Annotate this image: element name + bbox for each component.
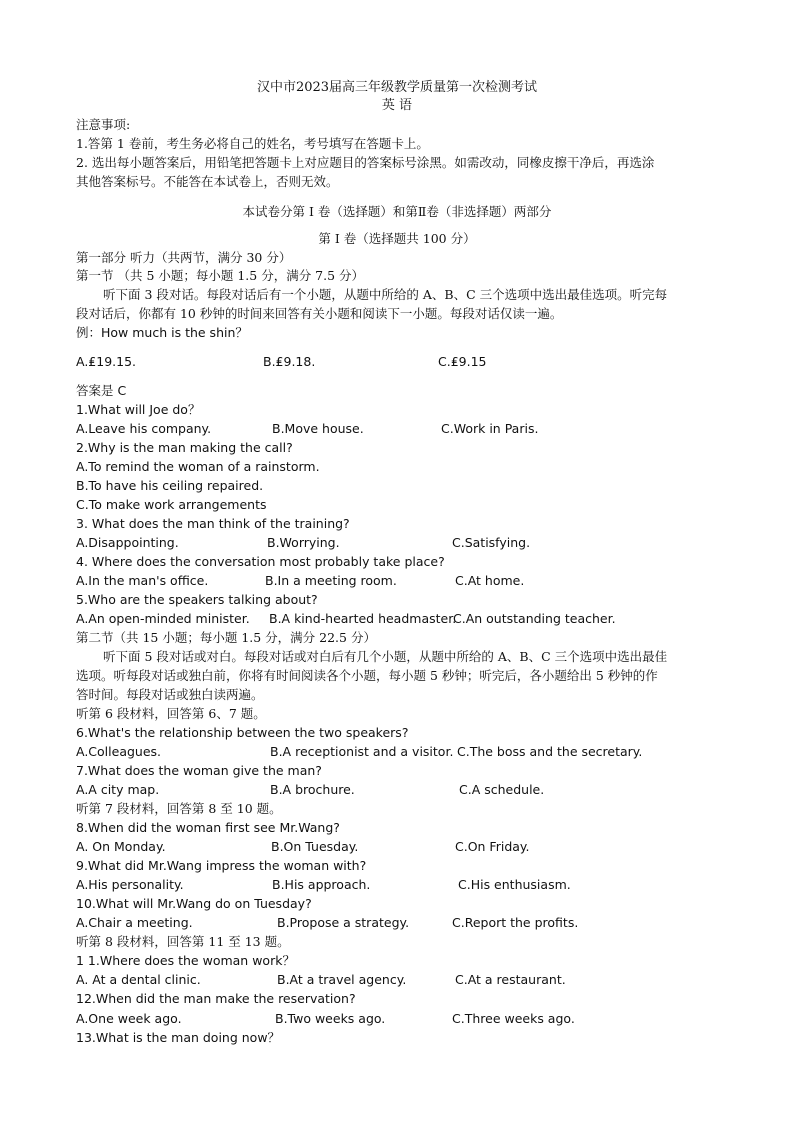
q2-option-a: A.To remind the woman of a rainstorm. — [76, 459, 320, 474]
question-3: 3. What does the man think of the training? — [76, 516, 350, 531]
q8-option-c: C.On Friday. — [455, 839, 530, 854]
q7-option-a: A.A city map. — [76, 782, 160, 797]
section2-heading: 第二节（共 15 小题；每小题 1.5 分，满分 22.5 分） — [76, 630, 376, 645]
listen-material-7: 听第 7 段材料，回答第 8 至 10 题。 — [76, 801, 282, 816]
q6-option-c: C.The boss and the secretary. — [457, 744, 643, 759]
q1-option-c: C.Work in Paris. — [441, 421, 539, 436]
listen-material-8: 听第 8 段材料，回答第 11 至 13 题。 — [76, 934, 290, 949]
part1-heading: 第一部分 听力（共两节，满分 30 分） — [76, 250, 292, 265]
question-5: 5.Who are the speakers talking about? — [76, 592, 318, 607]
q5-option-b: B.A kind-hearted headmaster. — [269, 611, 457, 626]
section2-instruction-2: 选项。听每段对话或独白前，你将有时间阅读各个小题，每小题 5 秒钟；听完后，各小题给出 5 秒钟的作 — [76, 668, 658, 683]
question-10: 10.What will Mr.Wang do on Tuesday? — [76, 896, 312, 911]
question-1: 1.What will Joe do？ — [76, 402, 201, 417]
notes-heading: 注意事项: — [76, 117, 131, 132]
question-13: 13.What is the man doing now？ — [76, 1030, 281, 1045]
q9-option-a: A.His personality. — [76, 877, 184, 892]
section1-instruction-2: 段对话后，你都有 10 秒钟的时间来回答有关小题和阅读下一小题。每段对话仅读一遍。 — [76, 306, 563, 321]
example-option-a: A.₤19.15. — [76, 354, 137, 369]
q4-option-a: A.In the man's office. — [76, 573, 209, 588]
question-7: 7.What does the woman give the man? — [76, 763, 322, 778]
q12-option-a: A.One week ago. — [76, 1011, 182, 1026]
note-2: 2. 选出每小题答案后，用铅笔把答题卡上对应题目的答案标号涂黑。如需改动，同橡皮擦干净后，再选涂 — [76, 155, 655, 170]
q10-option-c: C.Report the profits. — [452, 915, 579, 930]
q4-option-b: B.In a meeting room. — [265, 573, 397, 588]
note-2-cont: 其他答案标号。不能答在本试卷上，否则无效。 — [76, 174, 339, 189]
q11-option-a: A. At a dental clinic. — [76, 972, 201, 987]
section1-heading: 第一节 （共 5 小题；每小题 1.5 分，满分 7.5 分） — [76, 268, 365, 283]
example-question: 例：How much is the shin？ — [76, 325, 248, 340]
q2-option-c: C.To make work arrangements — [76, 497, 267, 512]
section1-instruction-1: 听下面 3 段对话。每段对话后有一个小题，从题中所给的 A、B、C 三个选项中选出最佳选项。听完每 — [103, 287, 668, 302]
q5-option-a: A.An open-minded minister. — [76, 611, 250, 626]
q10-option-a: A.Chair a meeting. — [76, 915, 193, 930]
q2-option-b: B.To have his ceiling repaired. — [76, 478, 264, 493]
example-answer: 答案是 C — [76, 383, 127, 398]
q12-option-b: B.Two weeks ago. — [275, 1011, 386, 1026]
q9-option-b: B.His approach. — [272, 877, 371, 892]
q7-option-b: B.A brochure. — [270, 782, 355, 797]
listen-material-6: 听第 6 段材料，回答第 6、7 题。 — [76, 706, 266, 721]
section2-instruction-3: 答时间。每段对话或独白读两遍。 — [76, 687, 264, 702]
q8-option-b: B.On Tuesday. — [271, 839, 359, 854]
example-option-b: B.₤9.18. — [263, 354, 316, 369]
paper-structure: 本试卷分第 I 卷（选择题）和第Ⅱ卷（非选择题）两部分 — [242, 204, 552, 219]
question-12: 12.When did the man make the reservation? — [76, 991, 356, 1006]
note-1: 1.答第 1 卷前，考生务必将自己的姓名，考号填写在答题卡上。 — [76, 136, 429, 151]
question-4: 4. Where does the conversation most probably take place? — [76, 554, 445, 569]
section2-instruction-1: 听下面 5 段对话或对白。每段对话或对白后有几个小题，从题中所给的 A、B、C 三个选项中选出最佳 — [103, 649, 668, 664]
question-11: 1 1.Where does the woman work？ — [76, 953, 295, 968]
q3-option-b: B.Worrying. — [267, 535, 340, 550]
question-2: 2.Why is the man making the call? — [76, 440, 293, 455]
q8-option-a: A. On Monday. — [76, 839, 166, 854]
q4-option-c: C.At home. — [455, 573, 525, 588]
q6-option-b: B.A receptionist and a visitor. — [270, 744, 454, 759]
q11-option-c: C.At a restaurant. — [455, 972, 566, 987]
example-option-c: C.₤9.15 — [438, 354, 487, 369]
q3-option-a: A.Disappointing. — [76, 535, 179, 550]
question-9: 9.What did Mr.Wang impress the woman with? — [76, 858, 367, 873]
q10-option-b: B.Propose a strategy. — [277, 915, 410, 930]
subject-title: 英 语 — [381, 98, 413, 113]
q9-option-c: C.His enthusiasm. — [458, 877, 571, 892]
q1-option-b: B.Move house. — [272, 421, 364, 436]
exam-title: 汉中市2023届高三年级教学质量第一次检测考试 — [256, 80, 538, 95]
q12-option-c: C.Three weeks ago. — [452, 1011, 575, 1026]
q3-option-c: C.Satisfying. — [452, 535, 531, 550]
q11-option-b: B.At a travel agency. — [277, 972, 407, 987]
question-8: 8.When did the woman first see Mr.Wang? — [76, 820, 340, 835]
question-6: 6.What's the relationship between the two speakers? — [76, 725, 409, 740]
q7-option-c: C.A schedule. — [459, 782, 545, 797]
q1-option-a: A.Leave his company. — [76, 421, 212, 436]
volume1-heading: 第 I 卷（选择题共 100 分） — [318, 231, 476, 246]
q5-option-c: C.An outstanding teacher. — [453, 611, 616, 626]
q6-option-a: A.Colleagues. — [76, 744, 162, 759]
